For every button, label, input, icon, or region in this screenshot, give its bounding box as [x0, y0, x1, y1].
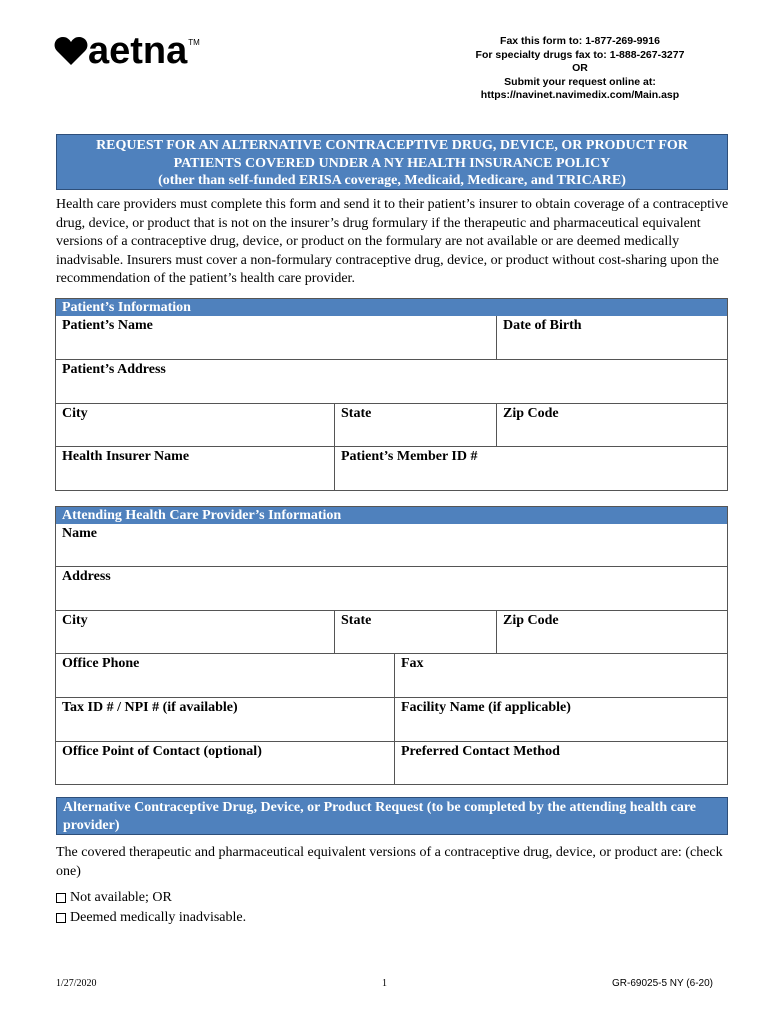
- provider-city-field[interactable]: City: [62, 613, 88, 628]
- online-text: Submit your request online at:: [504, 75, 656, 88]
- provider-section-header: Attending Health Care Provider’s Information: [56, 507, 727, 524]
- aetna-logo: [54, 30, 200, 72]
- title-line-3: (other than self-funded ERISA coverage, Medicaid, Medicare, and TRICARE): [158, 173, 626, 188]
- option-not-available[interactable]: [56, 889, 172, 907]
- provider-info-section: [55, 506, 728, 785]
- preferred-contact-field[interactable]: Preferred Contact Method: [394, 742, 727, 784]
- title-line-2: PATIENTS COVERED UNDER A NY HEALTH INSURANCE POLICY: [173, 155, 611, 171]
- provider-name-field[interactable]: Name: [62, 526, 97, 541]
- fax-number: Fax this form to: 1-877-269-9916: [500, 35, 660, 47]
- request-section-header: Alternative Contraceptive Drug, Device, or Product Request (to be completed by the attending health care provider): [56, 797, 728, 835]
- logo-wordmark: aetna: [88, 30, 188, 72]
- or-text: OR: [572, 62, 588, 74]
- title-line-1: REQUEST FOR AN ALTERNATIVE CONTRACEPTIVE DRUG, DEVICE, OR PRODUCT FOR: [96, 138, 688, 153]
- trademark-mark: TM: [188, 38, 200, 47]
- specialty-fax-number: For specialty drugs fax to: 1-888-267-3277: [475, 48, 685, 61]
- intro-paragraph: Health care providers must complete this form and send it to their patient’s insurer to obtain coverage of a contraceptive drug, device, or product that is not on the insurer’s drug formulary if the therapeutic and pharmaceutical equivalent versions of a contraceptive drug, device, or product on the formulary are not available or are deemed medically inadvisable. Insurers must cover a non-formulary contraceptive drug, device, or product without cost-sharing upon the recommendation of the patient’s health care provider.: [56, 197, 729, 287]
- page-number: 1: [382, 978, 387, 989]
- tax-id-field[interactable]: Tax ID # / NPI # (if available): [62, 700, 238, 715]
- provider-zip-field[interactable]: Zip Code: [496, 611, 727, 653]
- option-medically-inadvisable-label: Deemed medically inadvisable.: [70, 910, 247, 925]
- form-title: [56, 134, 728, 190]
- patient-address-field[interactable]: Patient’s Address: [62, 362, 166, 377]
- request-instructions: The covered therapeutic and pharmaceutical equivalent versions of a contraceptive drug, device, or product are: (check one): [56, 845, 723, 879]
- checkbox-not-available[interactable]: [56, 893, 66, 903]
- patient-zip-field[interactable]: Zip Code: [496, 404, 727, 446]
- office-phone-field[interactable]: Office Phone: [62, 656, 140, 671]
- fax-field[interactable]: Fax: [394, 654, 727, 697]
- member-id-field[interactable]: Patient’s Member ID #: [334, 447, 727, 490]
- patient-info-section: [55, 298, 728, 491]
- patient-state-field[interactable]: State: [334, 404, 496, 446]
- provider-state-field[interactable]: State: [334, 611, 496, 653]
- online-url[interactable]: https://navinet.navimedix.com/Main.asp: [480, 89, 680, 101]
- option-medically-inadvisable[interactable]: [56, 909, 246, 927]
- patient-section-header: Patient’s Information: [56, 299, 727, 316]
- patient-city-field[interactable]: City: [62, 406, 88, 421]
- fax-instructions: [440, 35, 720, 103]
- point-of-contact-field[interactable]: Office Point of Contact (optional): [62, 744, 262, 759]
- checkbox-medically-inadvisable[interactable]: [56, 913, 66, 923]
- footer-date: 1/27/2020: [56, 978, 97, 989]
- patient-name-field[interactable]: Patient’s Name: [62, 318, 153, 333]
- heart-icon: [54, 36, 88, 66]
- date-of-birth-field[interactable]: Date of Birth: [496, 316, 727, 359]
- option-not-available-label: Not available; OR: [70, 890, 172, 905]
- insurer-name-field[interactable]: Health Insurer Name: [62, 449, 190, 464]
- form-code: GR-69025-5 NY (6-20): [612, 978, 713, 989]
- provider-address-field[interactable]: Address: [62, 569, 111, 584]
- facility-name-field[interactable]: Facility Name (if applicable): [394, 698, 727, 741]
